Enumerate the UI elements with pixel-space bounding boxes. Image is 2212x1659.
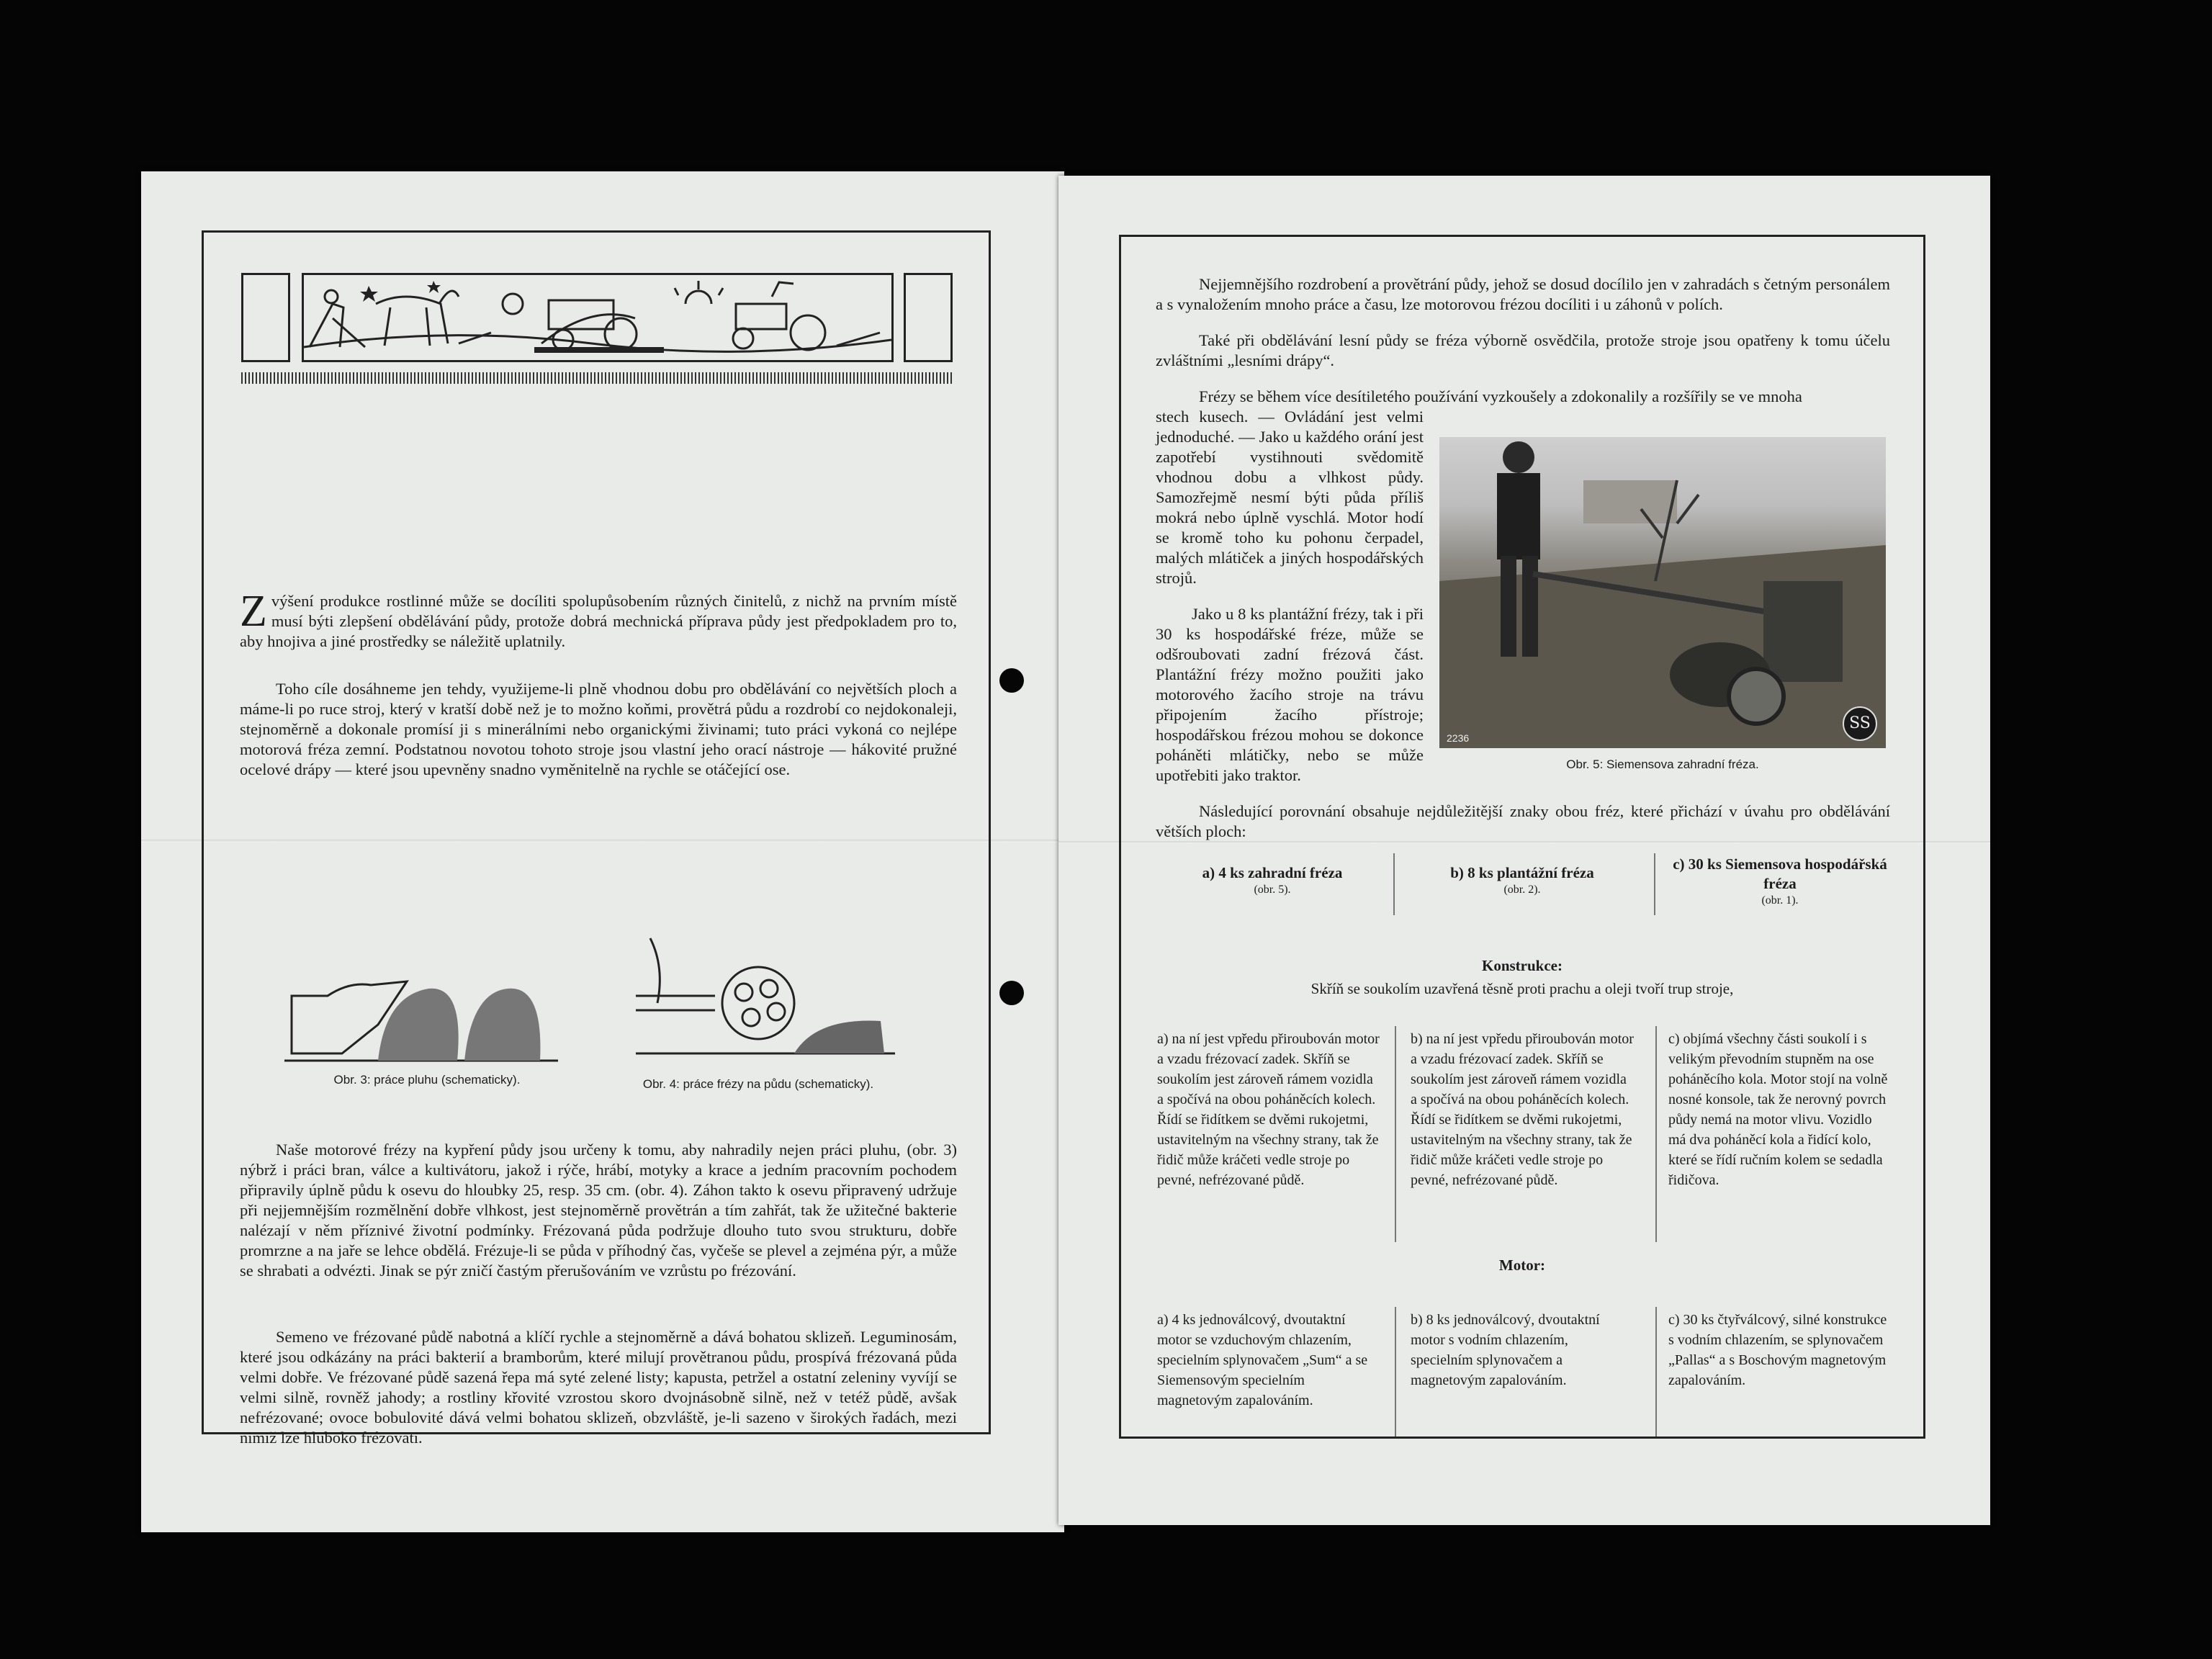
motor-heading: Motor: (1498, 1256, 1546, 1274)
tiller-photo (1439, 437, 1886, 748)
left-page-frame (202, 230, 991, 1447)
siemens-logo: SS (1843, 706, 1877, 741)
paragraph-milling-purpose: Toho cíle dosáhneme jen tehdy, využijeme-li plně vhodnou dobu pro obdělávání co největších ploch a máme-li po ruce stroj, který v kratší době než je to možno koňmi, provětrá půdu a rozdrobí co nejdokonaleji, stejnoměrně a dokonale promísí ji s minerálními nebo organickými živinami; tuto práci vykoná co nejlépe motorová fréza zemní. Podstatnou novotou tohoto stroje jsou vlastní jeho orací nástroje — hákovité pružné ocelové drápy — které jsou upevněny snadno vyměnitelně na rychle se otáčející ose. (240, 680, 957, 778)
paragraph-seed-growth: Semeno ve frézované půdě nabotná a klíčí rychle a stejnoměrně a dává bohatou sklizeň. Leguminosám, které jsou odkázány na práci bakterií a bramborům, které milují provětranou půdu, prospívá frézovaná půda velmi dobře. Ve frézované půdě sazená řepa má syté zelené listy; kapusta, petržel a ostatní zeleniny vyvíjí se velmi silně, rovněž jahody; a rostliny křovité vzrostou skoro dvojnásobně silně, než v tetéž půdě, avšak nefrézované; ovoce bobulovité dává velmi bohatou sklizeň, obzvláště, je-li sazeno v širokých řadách, mezi nimiž lze hluboko frézovati. (240, 1328, 957, 1447)
farming-evolution-illustration (304, 275, 891, 360)
column-c-header (1668, 855, 1892, 908)
column-c-title: c) 30 ks Siemensova hospodářská fréza (1673, 855, 1887, 892)
paragraph-fine-soil: Nejjemnějšího rozdrobení a provětrání půdy, jehož se dosud docílilo jen v zahradách s četným personálem a s vynaložením mnoho práce a času, lze motorovou frézou docíliti i u záhonů v polích. (1156, 275, 1890, 313)
column-divider (1393, 853, 1395, 915)
construction-intro: Skříň se soukolím uzavřená těsně proti prachu a oleji tvoří trup stroje, (1310, 980, 1734, 997)
motor-column-a: a) 4 ks jednoválcový, dvoutaktní motor se vzduchovým chlazením, specielním splynovačem „Sum“ a se Siemensovým specielním magnetovým zapalováním. (1157, 1312, 1368, 1408)
paragraph-operation: stech kusech. — Ovládání jest velmi jednoduché. — Jako u každého orání jest zapotřebí vystihnouti svědomitě vhodnou dobu a vlhkost půdy. Samozřejmě nesmí býti půda příliš mokrá nebo úplně vyschlá. Motor hodí se kromě toho ku pohonu čerpadel, malých mlátiček a jiných hospodářských strojů. (1156, 408, 1424, 587)
construction-column-b: b) na ní jest vpředu přiroubován motor a vzadu frézovací zadek. Skříň se soukolím jest zároveň rámem vozidla a spočívá na obou poháněcích kolech. Řídí se řidítkem se dvěmi rukojetmi, ustavitelným na všechny strany, tak že řidič může kráčeti vedle stroje po pevné, nefrézované půdě. (1411, 1031, 1634, 1188)
column-divider (1655, 1307, 1657, 1437)
construction-heading: Konstrukce: (1482, 957, 1563, 974)
milling-diagram (636, 931, 895, 1075)
motor-column-c: c) 30 ks čtyřválcový, silné konstrukce s vodním chlazením, se splynovačem „Pallas“ a s Boschovým magnetovým zapalováním. (1668, 1312, 1887, 1388)
column-a-header (1157, 863, 1388, 897)
photo-number: 2236 (1447, 732, 1470, 744)
intro-paragraph (240, 587, 957, 652)
column-divider (1395, 1307, 1396, 1437)
right-page-frame (1119, 235, 1925, 1439)
banner-hatch-border (241, 372, 954, 384)
figure-5-caption: Obr. 5: Siemensova zahradní fréza. (1566, 757, 1759, 771)
drop-cap: Z (240, 587, 267, 636)
plough-diagram (284, 953, 558, 1068)
column-b-header (1403, 863, 1641, 897)
column-divider (1395, 1026, 1396, 1242)
column-b-sub: (obr. 2). (1503, 884, 1541, 896)
column-a-sub: (obr. 5). (1254, 884, 1291, 896)
banner-illustration (302, 273, 894, 362)
banner-side-panel-right (904, 273, 953, 362)
column-b-title: b) 8 ks plantážní fréza (1450, 864, 1594, 881)
motor-column-b: b) 8 ks jednoválcový, dvoutaktní motor s vodním chlazením, specielním splynovačem a magnetovým zapalováním. (1411, 1312, 1600, 1388)
construction-column-a: a) na ní jest vpředu přiroubován motor a vzadu frézovací zadek. Skříň se soukolím jest zároveň rámem vozidla a spočívá na obou poháněcích kolech. Řídí se řidítkem se dvěmi rukojetmi, ustavitelným na všechny strany, tak že řidič může kráčeti vedle stroje po pevné, nefrézované půdě. (1157, 1031, 1380, 1188)
intro-text: výšení produkce rostlinné může se docíliti spolupůsobením různých činitelů, z nichž na prvním místě musí býti zlepšení obdělávání půdy, protože dobrá mechnická příprava půdy jest předpokladem pro to, aby hnojiva a jiné prostředky se náležitě uplatnily. (240, 592, 957, 650)
paragraph-comparison-intro: Následující porovnání obsahuje nejdůležitější znaky obou fréz, které přichází v úvahu pro obdělávání větších ploch: (1156, 802, 1890, 840)
column-c-sub: (obr. 1). (1761, 894, 1799, 907)
paragraph-forest-soil: Také při obdělávání lesní půdy se fréza výborně osvědčila, protože stroje jsou opatřeny k tomu účelu zvláštními „lesními drápy“. (1156, 331, 1890, 369)
column-divider (1654, 853, 1655, 915)
paragraph-tillage-benefits: Naše motorové frézy na kypření půdy jsou určeny k tomu, aby nahradily nejen práci pluhu, (obr. 3) nýbrž i práci bran, válce a kultivátoru, jakož i rýče, hrábí, motyky a krace a jedním pracovním pochodem připravily úplně půdu k osevu do hloubky 25, resp. 35 cm. (obr. 4). Záhon takto k osevu připravený udržuje při nejjemnějším rozmělnění dobře vlhkost, jest stejnoměrně provětrán a tím zahřát, tak že užitečné bakterie nalézají v něm příznivé životní podmínky. Frézovaná půda podržuje dlouho tuto svou strukturu, dobře promrzne a na jaře se lehce obdělá. Frézuje-li se půda v příhodný čas, vyčeše se plevel a zejména pýr, a může se shrabati a odvézti. Jinak se pýr zničí častým přerušováním ve vzrůstu po frézování. (240, 1141, 957, 1280)
left-page (141, 171, 1064, 1532)
man-with-tiller-image (1439, 437, 1886, 748)
punch-hole (999, 668, 1024, 693)
banner-side-panel-left (241, 273, 290, 362)
construction-column-c: c) objímá všechny části soukolí i s velikým převodním stupněm na ose poháněcího kola. Motor stojí na volně nosné konsole, tak že nerovný povrch půdy nemá na motor vlivu. Vozidlo má dva poháněcí kola a řidící kolo, které se řídí ručním kolem se sedadla řidičova. (1668, 1031, 1888, 1188)
paragraph-attachments: Jako u 8 ks plantážní frézy, tak i při 30 ks hospodářské fréze, může se odšroubovati zadní frézová část. Plantážní frézy možno použiti jako motorového žacího stroje na trávu připojením žacího přístroje; hospodářskou frézou mohou se dokonce poháněti mlátičky, nebo se může upotřebiti jako traktor. (1156, 605, 1424, 784)
column-a-title: a) 4 ks zahradní fréza (1202, 864, 1343, 881)
right-page (1058, 176, 1990, 1525)
column-divider (1655, 1026, 1657, 1242)
paragraph-experience: Frézy se během více desítiletého používání vyzkoušely a zdokonalily a rozšířily se ve mnoha (1199, 387, 1802, 405)
figure-3-caption: Obr. 3: práce pluhu (schematicky). (333, 1073, 521, 1087)
punch-hole (999, 981, 1024, 1005)
figure-4-caption: Obr. 4: práce frézy na půdu (schematicky). (642, 1077, 874, 1091)
